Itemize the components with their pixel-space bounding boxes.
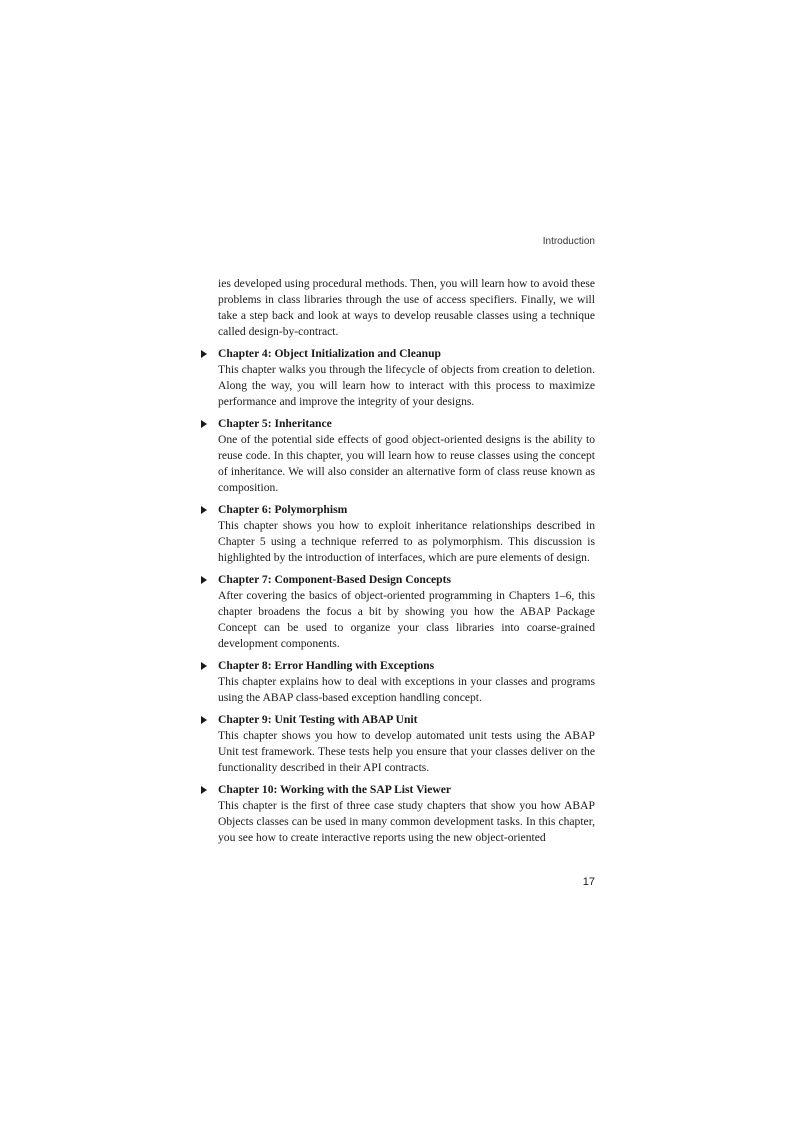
- bullet-arrow-icon: [201, 716, 207, 724]
- list-item: [218, 502, 595, 566]
- chapter-title: Chapter 10: Working with the SAP List Viewer: [218, 783, 452, 796]
- intro-paragraph: ies developed using procedural methods. Then, you will learn how to avoid these problems in class libraries through the use of access specifiers. Finally, we will take a step back and look at ways to develop reusable classes using a technique called design-by-contract.: [218, 277, 595, 338]
- chapter-title: Chapter 8: Error Handling with Exceptions: [218, 659, 435, 672]
- list-item: [218, 346, 595, 410]
- bullet-arrow-icon: [201, 350, 207, 358]
- list-item: [218, 782, 595, 846]
- running-header: Introduction: [542, 236, 595, 247]
- chapter-title: Chapter 4: Object Initialization and Cleanup: [218, 347, 441, 360]
- page-body: [218, 276, 595, 846]
- chapter-description: This chapter shows you how to develop automated unit tests using the ABAP Unit test framework. These tests help you ensure that your classes deliver on the functionality described in their API contracts.: [218, 729, 595, 774]
- list-item: [218, 658, 595, 706]
- chapter-description: This chapter is the first of three case study chapters that show you how ABAP Objects classes can be used in many common development tasks. In this chapter, you see how to create interactive reports using the new object-oriented: [218, 799, 595, 844]
- list-item: [218, 572, 595, 652]
- chapter-description: After covering the basics of object-oriented programming in Chapters 1–6, this chapter broadens the focus a bit by showing you how the ABAP Package Concept can be used to organize your class libraries into coarse-grained development components.: [218, 589, 595, 650]
- bullet-arrow-icon: [201, 786, 207, 794]
- chapter-title: Chapter 5: Inheritance: [218, 417, 332, 430]
- chapter-title: Chapter 9: Unit Testing with ABAP Unit: [218, 713, 418, 726]
- chapter-description: One of the potential side effects of good object-oriented designs is the ability to reuse code. In this chapter, you will learn how to reuse classes using the concept of inheritance. We will also consider an alternative form of class reuse known as composition.: [218, 433, 595, 494]
- bullet-arrow-icon: [201, 506, 207, 514]
- bullet-arrow-icon: [201, 576, 207, 584]
- chapter-description: This chapter shows you how to exploit inheritance relationships described in Chapter 5 using a technique referred to as polymorphism. This discussion is highlighted by the introduction of interfaces, which are pure elements of design.: [218, 519, 595, 564]
- chapter-description: This chapter walks you through the lifecycle of objects from creation to deletion. Along the way, you will learn how to interact with this process to maximize performance and improve the integrity of your designs.: [218, 363, 595, 408]
- chapter-list: [218, 346, 595, 846]
- chapter-description: This chapter explains how to deal with exceptions in your classes and programs using the ABAP class-based exception handling concept.: [218, 675, 595, 704]
- bullet-arrow-icon: [201, 662, 207, 670]
- chapter-title: Chapter 6: Polymorphism: [218, 503, 348, 516]
- list-item: [218, 712, 595, 776]
- chapter-title: Chapter 7: Component-Based Design Concepts: [218, 573, 451, 586]
- page-number: 17: [582, 876, 595, 888]
- list-item: [218, 416, 595, 496]
- bullet-arrow-icon: [201, 420, 207, 428]
